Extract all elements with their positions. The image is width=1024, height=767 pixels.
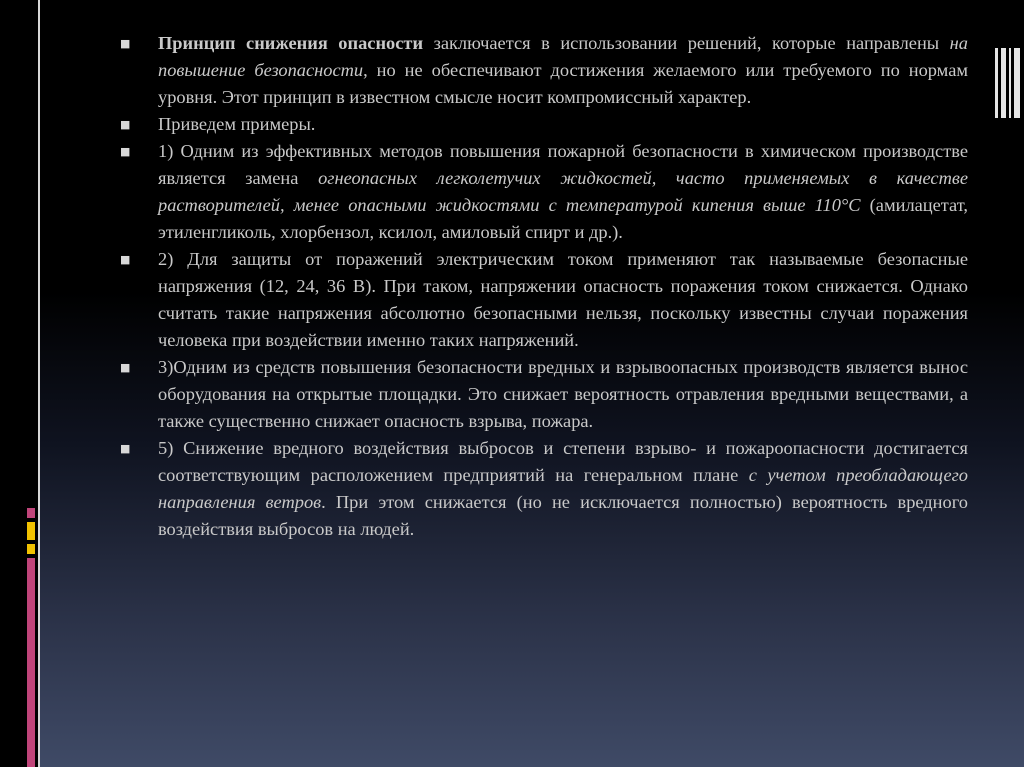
text-run: (амилацетат, этиленгликоль, хлорбензол, ксилол, амиловый спирт и др.).: [158, 195, 968, 242]
bullet-list: [118, 30, 968, 543]
bullet-icon: ■: [120, 145, 131, 158]
text-run: 2) Для защиты от поражений электрическим током применяют так называемые безопасные напряжения (12, 24, 36 В). При таком, напряжении опасность поражения током снижается. Однако считать такие напряжения абсолютно безопасными нельзя, поскольку известны случаи поражения человека при воздействии именно таких напряжений.: [158, 249, 968, 350]
text-run: огнеопасных легколетучих жидкостей, часто применяемых в качестве растворителей, менее опасными жидкостями с температурой кипения выше 110°С: [158, 168, 968, 215]
slide-body: [118, 30, 968, 543]
list-item: [118, 435, 968, 543]
bullet-icon: ■: [120, 442, 131, 455]
list-item: [118, 111, 968, 138]
text-run: . При этом снижается (но не исключается полностью) вероятность вредного воздействия выбросов на людей.: [158, 492, 968, 539]
bullet-icon: ■: [120, 253, 131, 266]
text-run: на повышение безопасности: [158, 33, 968, 80]
bullet-icon: ■: [120, 361, 131, 374]
text-run: 1) Одним из эффективных методов повышения пожарной безопасности в химическом производстве является замена: [158, 141, 968, 188]
text-run: 3)Одним из средств повышения безопасности вредных и взрывоопасных производств является вынос оборудования на открытые площадки. Это снижает вероятность отравления вредными веществами, а также существенно снижает опасность взрыва, пожара.: [158, 357, 968, 431]
text-run: заключается в использовании решений, которые направлены: [423, 33, 950, 53]
list-item: [118, 354, 968, 435]
text-run: Приведем примеры.: [158, 114, 316, 134]
bullet-icon: ■: [120, 37, 131, 50]
list-item: [118, 246, 968, 354]
list-item: [118, 30, 968, 111]
slide-edge-line: [38, 0, 40, 767]
text-run: с учетом преобладающего направления ветров: [158, 465, 968, 512]
text-run: , но не обеспечивают достижения желаемого или требуемого по нормам уровня. Этот принцип в известном смысле носит компромиссный характер.: [158, 60, 968, 107]
text-run: Принцип снижения опасности: [158, 33, 424, 53]
bullet-icon: ■: [120, 118, 131, 131]
list-item: [118, 138, 968, 246]
text-run: 5) Снижение вредного воздействия выбросов и степени взрыво- и пожароопасности достигается соответствующим расположением предприятий на генеральном плане: [158, 438, 968, 485]
